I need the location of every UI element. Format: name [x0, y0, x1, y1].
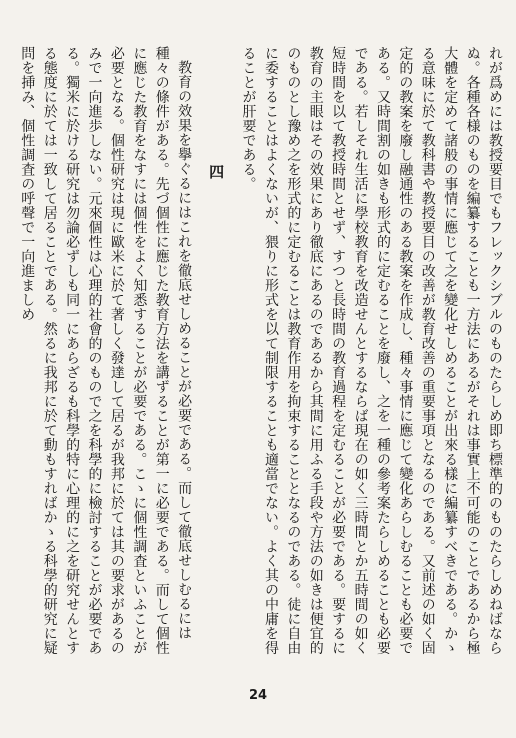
section-heading: 四	[207, 164, 226, 180]
paragraph-continued: れが爲めには教授要目でもフレックシブルのものたらしめ即ち標準的のものたらしめねばならぬ。各種各様のものを編纂することも一方法にあるがそれは事實上不可能のことであるから極大體を定めて諸般の事情に應じて之を變化せしめることが出來る樣に編纂すべきである。かゝる意味に於て教科書や教授要目の改善が教育改善の重要事項となるのである。又前述の如く固定的の教案を廢し融通性のある教案を作成し、種々事情に應じて變化あらしむることも必要である。又時間割の如きも形式的に定むることを廢し、之を一種の參考案たらしめることも必要である。若しそれ生活に學校教育を改造せんとするならば現在の如く三時間とか五時間の如く短時間を以て教授時間とせず、すつと長時間の教育過程を定むることが必要である。要するに教育の主眼はその效果にあり徹底にあるのであるから其間に用ふる手段や方法の如きは便宜的のものとし豫め之を形式的に定むることは教育作用を拘束することとなるのである。徒に自由に委することはよくないが、猥りに形式を以て制限することも適當でない。よく其の中庸を得ることが肝要である。	[240, 46, 503, 655]
page-number: 24	[248, 688, 268, 703]
vertical-text-body	[8, 46, 506, 664]
paragraph-section-four: 教育の效果を擧ぐるにはこれを徹底せしめることが必要である。而して徹底せしむるには種々の條件がある。先づ個性に應じた教育方法を講ずることが第一に必要である。而して個性に應じた教育をなすには個性をよく知悉することが必要である。こゝに個性調査といふことが必要となる。個性研究は現に歐米に於て著しく發達して居るが我邦に於ては其の要求があるのみで一向進歩しない。元來個性は心理的社會的のもので之を科學的に檢討することが必要である。獨米に於ける研究は勿論必ずしも同一にあらざるも科學的特に心理的に之を研究せんとする態度に於ては一致して居ることである。然るに我邦に於て動もすればかゝる科學的研究に疑問を挿み、個性調査の呼聲で一向進ましめ	[19, 46, 193, 655]
